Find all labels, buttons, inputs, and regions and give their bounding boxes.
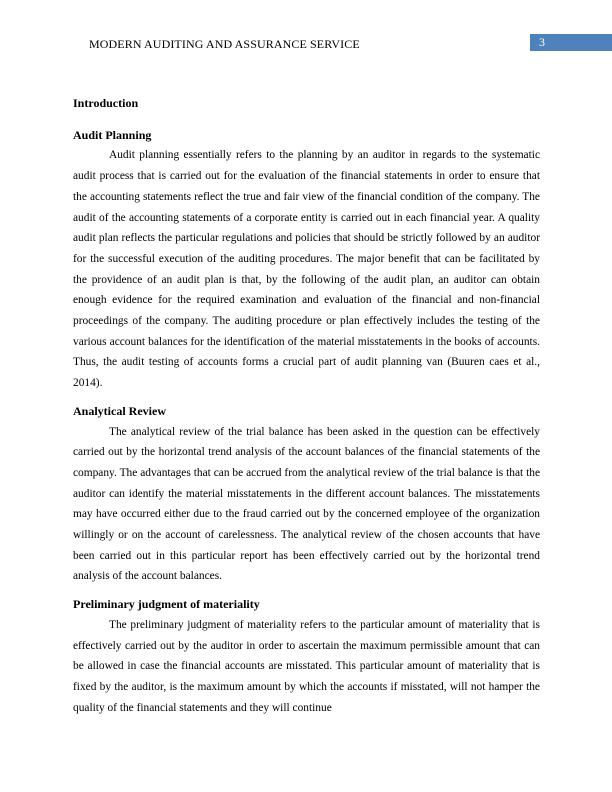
paragraph-audit-planning: Audit planning essentially refers to the planning by an auditor in regards to the systematic audit process that is carried out for the evaluation of the financial statements in order to ensure that the accounting statements reflect the true and fair view of the financial condition of the company. The audit of the accounting statements of a corporate entity is carried out in each financial year. A quality audit plan reflects the particular regulations and policies that should be strictly followed by an auditor for the successful execution of the auditing procedures. The major benefit that can be facilitated by the providence of an audit plan is that, by the following of the audit plan, an auditor can obtain enough evidence for the required examination and evaluation of the financial and non-financial proceedings of the company. The auditing procedure or plan effectively includes the testing of the various account balances for the identification of the material misstatements in the books of accounts. Thus, the audit testing of accounts forms a crucial part of audit planning van (Buuren caes et al., 2014). bbox=[73, 149, 540, 390]
document-body bbox=[73, 93, 540, 718]
page-number: 3 bbox=[539, 35, 545, 49]
section-heading-audit-planning: Audit Planning bbox=[73, 127, 152, 142]
section-heading-preliminary-materiality: Preliminary judgment of materiality bbox=[73, 597, 260, 612]
section-heading-analytical-review: Analytical Review bbox=[73, 403, 166, 418]
running-head: MODERN AUDITING AND ASSURANCE SERVICE bbox=[89, 37, 360, 51]
paragraph-preliminary-materiality: The preliminary judgment of materiality refers to the particular amount of materiality that is effectively carried out by the auditor in order to ascertain the maximum permissible amount that can be allowed in case the financial accounts are misstated. This particular amount of materiality that is fixed by the auditor, is the maximum amount by which the accounts if misstated, will not hamper the quality of the financial statements and they will continue bbox=[73, 618, 540, 714]
section-heading-introduction: Introduction bbox=[73, 96, 139, 110]
page-number-box bbox=[530, 34, 612, 51]
paragraph-analytical-review: The analytical review of the trial balance has been asked in the question can be effectively carried out by the horizontal trend analysis of the account balances of the financial statements of the company. The advantages that can be accrued from the analytical review of the trial balance is that the auditor can identify the material misstatements in the different account balances. The misstatements may have occurred either due to the fraud carried out by the concerned employee of the organization willingly or on the account of carelessness. The analytical review of the chosen accounts that have been carried out in this particular report has been effectively carried out by the horizontal trend analysis of the account balances. bbox=[73, 425, 540, 583]
